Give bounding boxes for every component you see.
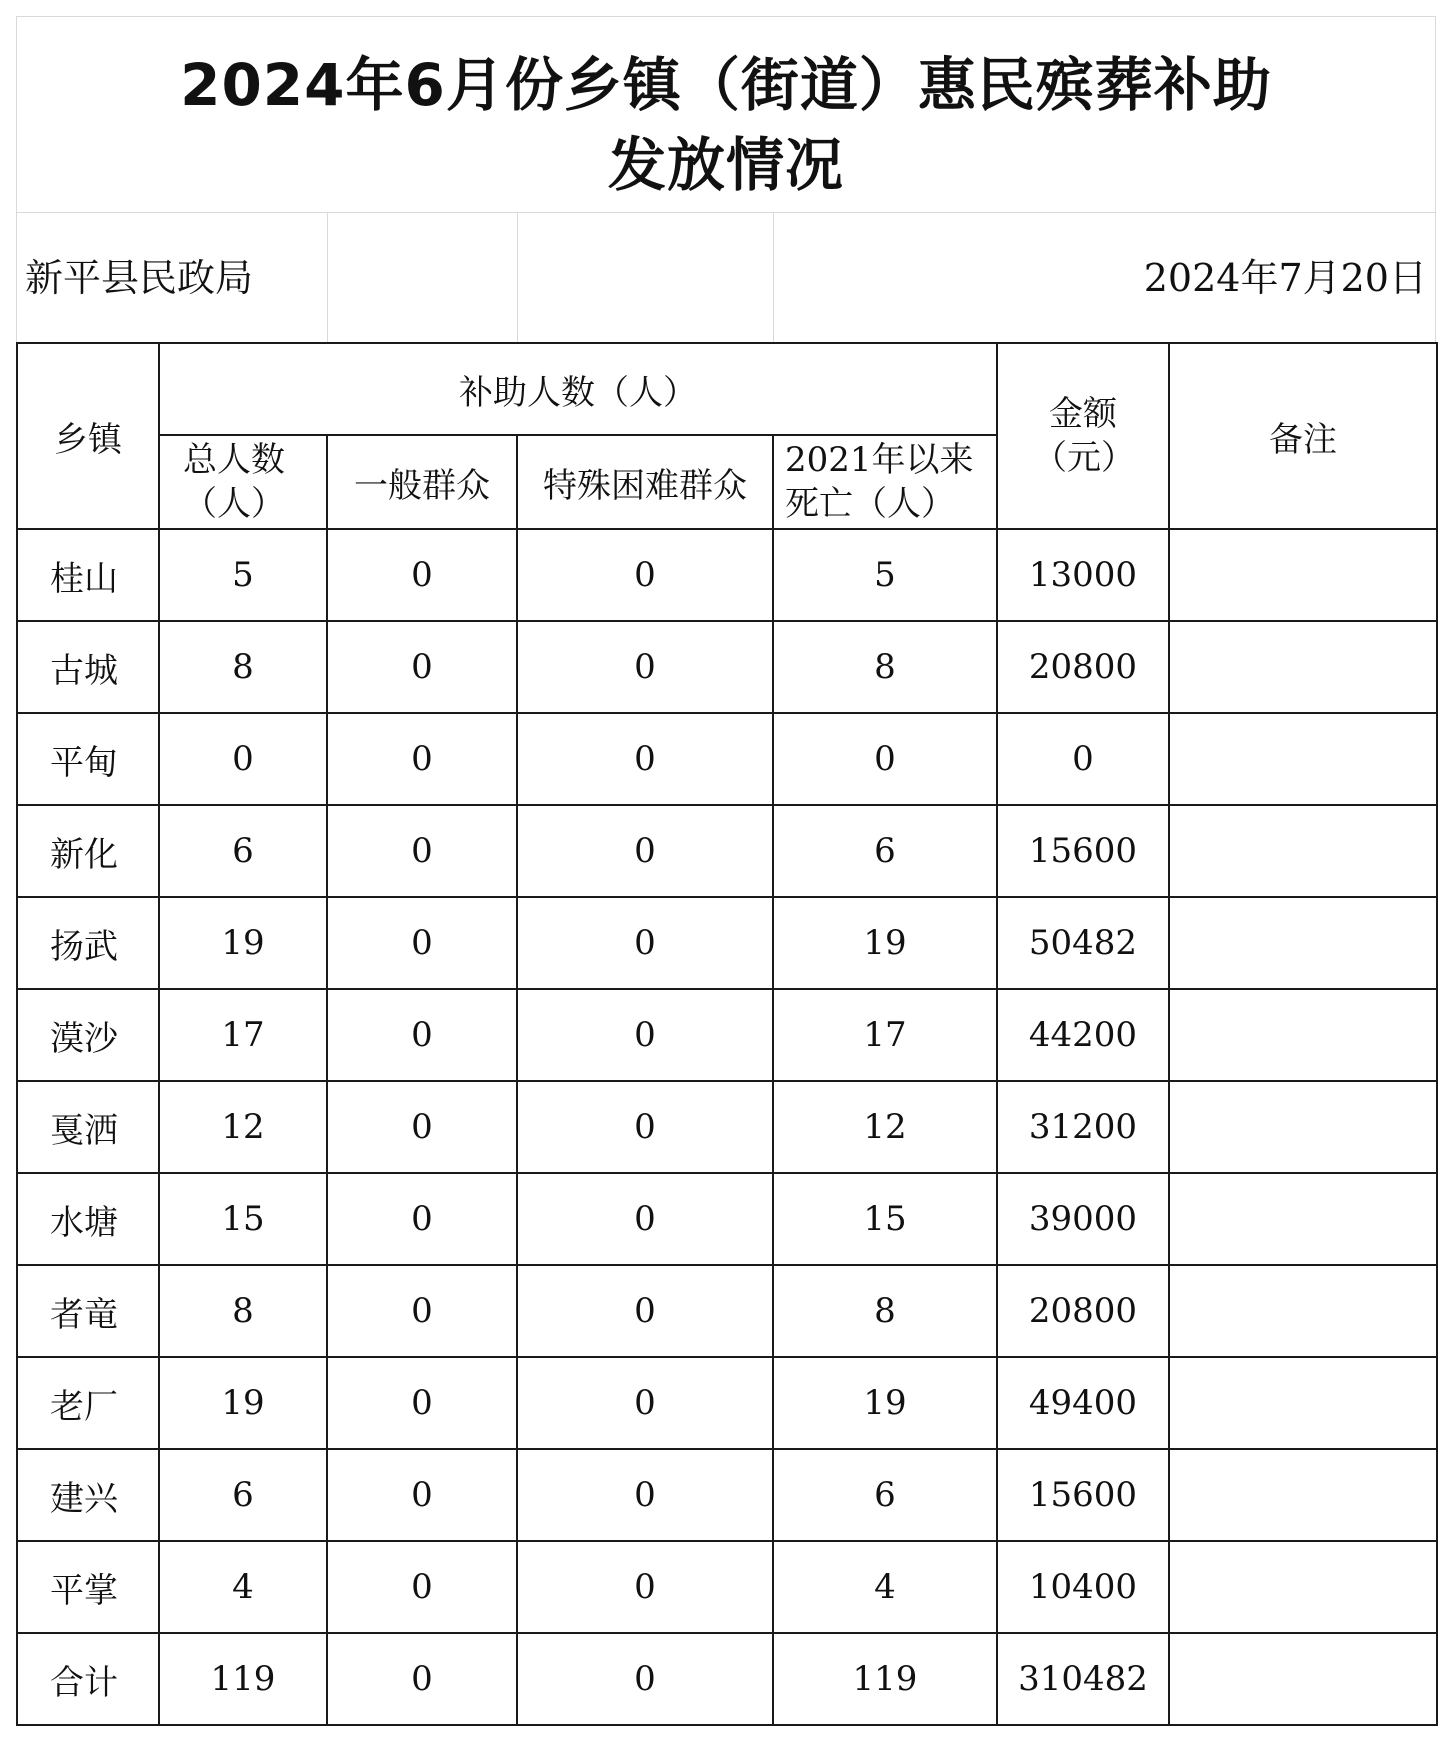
cell-total: 0 — [159, 713, 327, 805]
cell-town: 水塘 — [17, 1173, 159, 1265]
cell-deceased: 15 — [773, 1173, 997, 1265]
cell-special: 0 — [517, 897, 773, 989]
header-row-1 — [17, 343, 1437, 435]
page-title-line-1: 2024年6月份乡镇（街道）惠民殡葬补助 — [180, 51, 1272, 119]
cell-special: 0 — [517, 1265, 773, 1357]
cell-general: 0 — [327, 1081, 517, 1173]
cell-amount: 20800 — [997, 1265, 1169, 1357]
cell-town: 者竜 — [17, 1265, 159, 1357]
cell-amount: 0 — [997, 713, 1169, 805]
report-date: 2024年7月20日 — [1143, 256, 1427, 300]
info-divider — [327, 213, 328, 343]
table-row — [17, 529, 1437, 621]
page-title — [17, 45, 1435, 205]
cell-deceased: 119 — [773, 1633, 997, 1725]
cell-general: 0 — [327, 805, 517, 897]
info-row — [16, 212, 1436, 342]
cell-total: 6 — [159, 1449, 327, 1541]
cell-special: 0 — [517, 805, 773, 897]
cell-town: 平甸 — [17, 713, 159, 805]
cell-special: 0 — [517, 1541, 773, 1633]
cell-remark — [1169, 1541, 1437, 1633]
cell-general: 0 — [327, 621, 517, 713]
header-township: 乡镇 — [17, 343, 159, 529]
cell-special: 0 — [517, 989, 773, 1081]
cell-remark — [1169, 805, 1437, 897]
table-row — [17, 1357, 1437, 1449]
cell-general: 0 — [327, 1173, 517, 1265]
cell-town: 平掌 — [17, 1541, 159, 1633]
header-deceased: 2021年以来死亡（人） — [773, 435, 997, 529]
cell-amount: 15600 — [997, 805, 1169, 897]
cell-deceased: 19 — [773, 897, 997, 989]
table-row — [17, 1449, 1437, 1541]
cell-amount: 13000 — [997, 529, 1169, 621]
cell-general: 0 — [327, 897, 517, 989]
cell-amount: 49400 — [997, 1357, 1169, 1449]
cell-amount: 39000 — [997, 1173, 1169, 1265]
cell-general: 0 — [327, 1265, 517, 1357]
cell-amount: 31200 — [997, 1081, 1169, 1173]
header-remark: 备注 — [1169, 343, 1437, 529]
organization-name: 新平县民政局 — [25, 256, 254, 300]
cell-deceased: 19 — [773, 1357, 997, 1449]
cell-town: 扬武 — [17, 897, 159, 989]
cell-remark — [1169, 1081, 1437, 1173]
cell-town: 合计 — [17, 1633, 159, 1725]
cell-total: 17 — [159, 989, 327, 1081]
header-general: 一般群众 — [327, 435, 517, 529]
cell-special: 0 — [517, 1173, 773, 1265]
cell-amount: 50482 — [997, 897, 1169, 989]
cell-special: 0 — [517, 1633, 773, 1725]
cell-amount: 44200 — [997, 989, 1169, 1081]
cell-town: 建兴 — [17, 1449, 159, 1541]
cell-remark — [1169, 1449, 1437, 1541]
cell-deceased: 12 — [773, 1081, 997, 1173]
cell-remark — [1169, 621, 1437, 713]
page-title-line-2: 发放情况 — [607, 131, 844, 199]
table-row — [17, 989, 1437, 1081]
info-divider — [517, 213, 518, 343]
cell-deceased: 8 — [773, 621, 997, 713]
cell-town: 漠沙 — [17, 989, 159, 1081]
header-amount: 金额（元） — [997, 343, 1169, 529]
cell-deceased: 6 — [773, 805, 997, 897]
header-subsidy-people: 补助人数（人） — [159, 343, 997, 435]
cell-amount: 20800 — [997, 621, 1169, 713]
table-row — [17, 805, 1437, 897]
cell-remark — [1169, 529, 1437, 621]
cell-total: 8 — [159, 1265, 327, 1357]
info-divider — [773, 213, 774, 343]
cell-deceased: 4 — [773, 1541, 997, 1633]
cell-town: 古城 — [17, 621, 159, 713]
cell-total: 8 — [159, 621, 327, 713]
header-total: 总人数（人） — [159, 435, 327, 529]
cell-special: 0 — [517, 1449, 773, 1541]
cell-total: 119 — [159, 1633, 327, 1725]
cell-special: 0 — [517, 621, 773, 713]
table-row — [17, 713, 1437, 805]
cell-general: 0 — [327, 713, 517, 805]
cell-remark — [1169, 897, 1437, 989]
table-row — [17, 1265, 1437, 1357]
cell-special: 0 — [517, 713, 773, 805]
cell-town: 老厂 — [17, 1357, 159, 1449]
cell-special: 0 — [517, 529, 773, 621]
cell-general: 0 — [327, 1541, 517, 1633]
cell-amount: 10400 — [997, 1541, 1169, 1633]
cell-special: 0 — [517, 1357, 773, 1449]
cell-deceased: 8 — [773, 1265, 997, 1357]
cell-deceased: 5 — [773, 529, 997, 621]
cell-general: 0 — [327, 989, 517, 1081]
cell-deceased: 17 — [773, 989, 997, 1081]
cell-total: 4 — [159, 1541, 327, 1633]
cell-remark — [1169, 989, 1437, 1081]
cell-general: 0 — [327, 1449, 517, 1541]
cell-general: 0 — [327, 1357, 517, 1449]
cell-remark — [1169, 1633, 1437, 1725]
cell-town: 戛洒 — [17, 1081, 159, 1173]
cell-town: 新化 — [17, 805, 159, 897]
table-row — [17, 621, 1437, 713]
cell-remark — [1169, 1265, 1437, 1357]
cell-remark — [1169, 713, 1437, 805]
cell-town: 桂山 — [17, 529, 159, 621]
table-row — [17, 897, 1437, 989]
cell-total: 6 — [159, 805, 327, 897]
table-row — [17, 1081, 1437, 1173]
table-row — [17, 1541, 1437, 1633]
cell-amount: 15600 — [997, 1449, 1169, 1541]
cell-remark — [1169, 1173, 1437, 1265]
cell-amount: 310482 — [997, 1633, 1169, 1725]
cell-special: 0 — [517, 1081, 773, 1173]
cell-general: 0 — [327, 529, 517, 621]
cell-total: 15 — [159, 1173, 327, 1265]
cell-total: 19 — [159, 897, 327, 989]
cell-remark — [1169, 1357, 1437, 1449]
title-block — [16, 16, 1436, 212]
total-row — [17, 1633, 1437, 1725]
cell-deceased: 6 — [773, 1449, 997, 1541]
subsidy-table — [16, 342, 1438, 1726]
table-body — [17, 529, 1437, 1725]
cell-deceased: 0 — [773, 713, 997, 805]
cell-total: 12 — [159, 1081, 327, 1173]
cell-total: 5 — [159, 529, 327, 621]
table-row — [17, 1173, 1437, 1265]
cell-total: 19 — [159, 1357, 327, 1449]
header-special: 特殊困难群众 — [517, 435, 773, 529]
cell-general: 0 — [327, 1633, 517, 1725]
